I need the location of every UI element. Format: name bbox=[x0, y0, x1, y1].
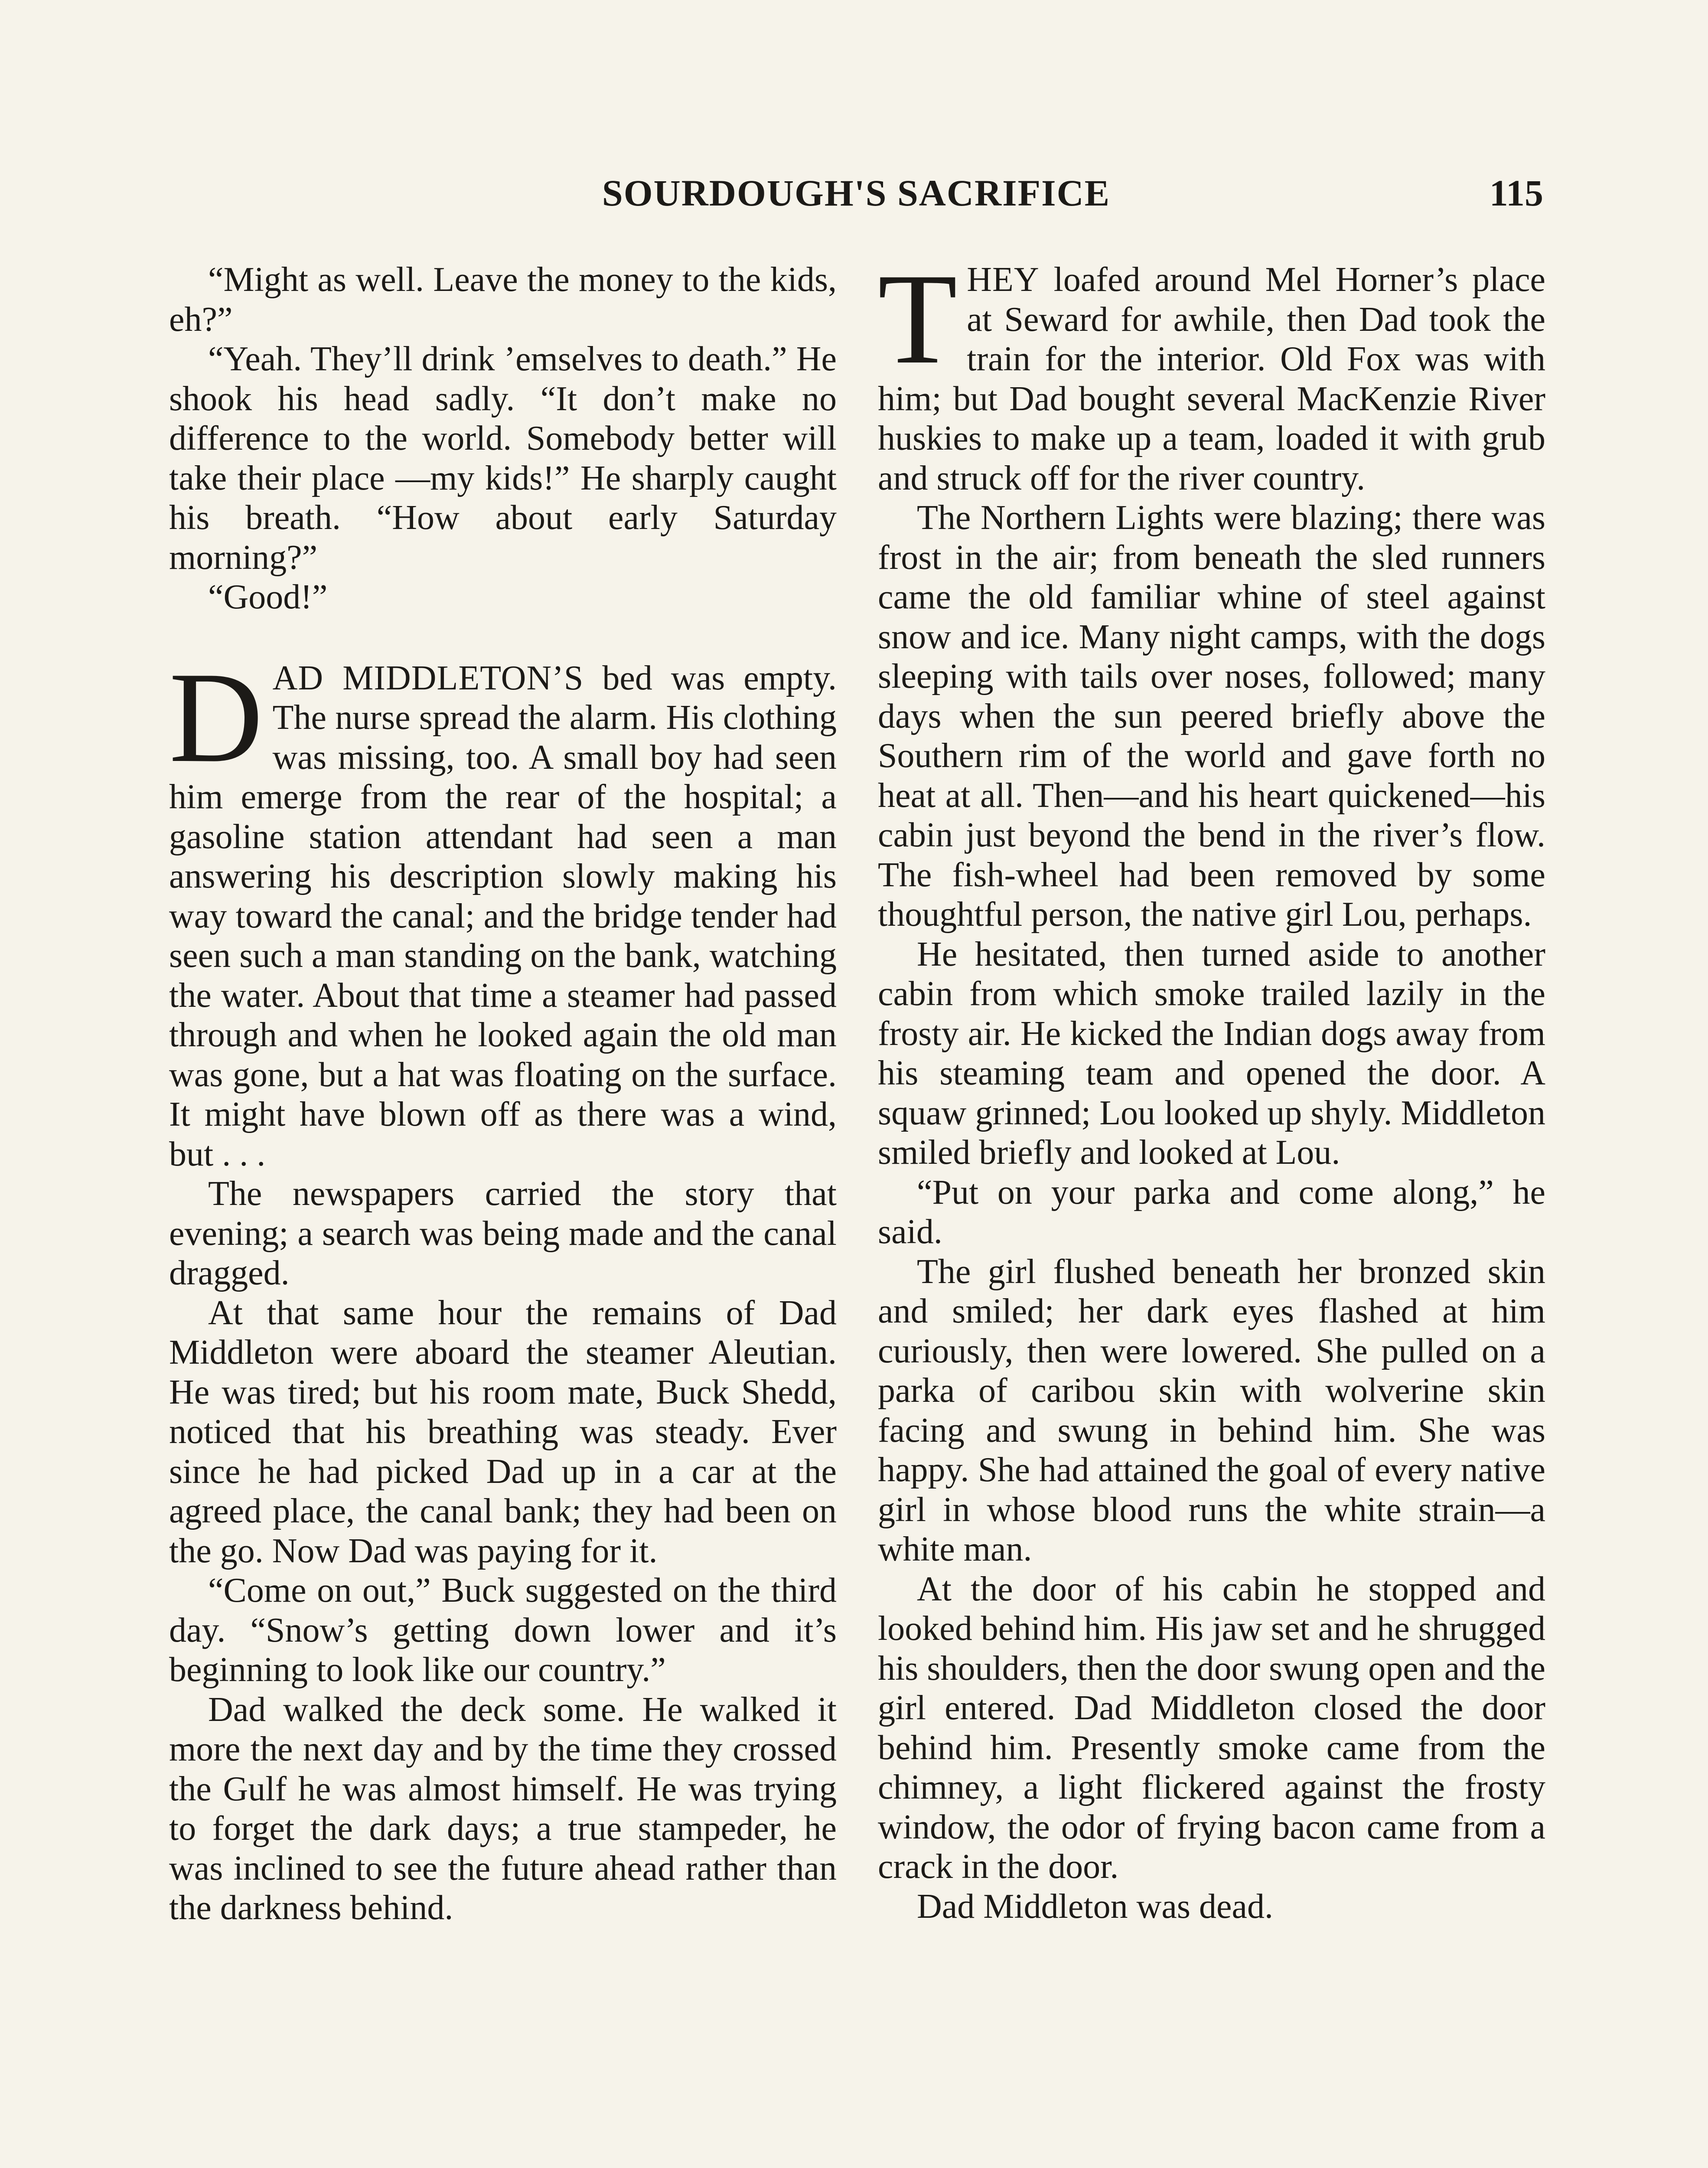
paragraph: He hesitated, then turned aside to another cabin from which smoke trailed lazily in the frosty air. He kicked the Indian dogs away from his steaming team and opened the door. A squaw grinned; Lou looked up shyly. Middleton smiled briefly and looked at Lou. bbox=[878, 935, 1545, 1172]
lead-in-text: HEY bbox=[967, 261, 1040, 299]
paragraph: “Put on your parka and come along,” he said. bbox=[878, 1173, 1545, 1251]
section-break bbox=[169, 617, 837, 659]
paragraph-text: bed was empty. The nurse spread the alarm. His clothing was missing, too. A small boy had seen him emerge from the rear of the hospital; a gasoline station attendant had seen a man answering his description slowly making his way toward the canal; and the bridge tender had seen such a man standing on the bank, watching the water. About that time a steamer had passed through and when he looked again the old man was gone, but a hat was floating on the surface. It might have blown off as there was a wind, but . . . bbox=[169, 659, 837, 1173]
drop-cap: D bbox=[169, 645, 263, 789]
lead-in-text: AD MIDDLETON’S bbox=[272, 659, 584, 697]
paragraph: The Northern Lights were blazing; there was frost in the air; from beneath the sled runners came the old familiar whine of steel against snow and ice. Many night camps, with the dogs sleeping with tails over noses, followed; many days when the sun peered briefly above the Southern rim of the world and gave forth no heat at all. Then—and his heart quickened—his cabin just beyond the bend in the river’s flow. The fish-wheel had been removed by some thoughtful person, the native girl Lou, perhaps. bbox=[878, 499, 1545, 934]
paragraph: “Yeah. They’ll drink ’emselves to death.” He shook his head sadly. “It don’t make no difference to the world. Somebody better will take their place —my kids!” He sharply caught his breath. “How about early Saturday morning?” bbox=[169, 340, 837, 577]
paragraph: The newspapers carried the story that evening; a search was being made and the canal dragged. bbox=[169, 1175, 837, 1292]
drop-cap: T bbox=[878, 247, 958, 391]
paragraph: “Come on out,” Buck suggested on the third day. “Snow’s getting down lower and it’s beginning to look like our country.” bbox=[169, 1571, 837, 1689]
paragraph: “Good!” bbox=[208, 578, 328, 616]
running-title: SOURDOUGH'S SACRIFICE bbox=[602, 172, 1111, 214]
paragraph: Dad walked the deck some. He walked it more the next day and by the time they crossed the Gulf he was almost himself. He was trying to forget the dark days; a true stampeder, he was inclined to see the future ahead rather than the darkness behind. bbox=[169, 1690, 837, 1927]
right-column bbox=[878, 247, 1545, 1926]
paragraph: At the door of his cabin he stopped and looked behind him. His jaw set and he shrugged his shoulders, then the door swung open and the girl entered. Dad Middleton closed the door behind him. Presently smoke came from the chimney, a light flickered against the frosty window, the odor of frying bacon came from a crack in the door. bbox=[878, 1570, 1545, 1886]
section-opening-paragraph bbox=[169, 645, 837, 1175]
paragraph: “Might as well. Leave the money to the kids, eh?” bbox=[169, 261, 837, 339]
left-column bbox=[169, 260, 837, 1928]
paragraph: At that same hour the remains of Dad Middleton were aboard the steamer Aleutian. He was tired; but his room mate, Buck Shedd, noticed that his breathing was steady. Ever since he had picked Dad up in a car at the agreed place, the canal bank; they had been on the go. Now Dad was paying for it. bbox=[169, 1293, 837, 1570]
paragraph: The girl flushed beneath her bronzed skin and smiled; her dark eyes flashed at him curiously, then were lowered. She pulled on a parka of caribou skin with wolverine skin facing and swung in behind him. She was happy. She had attained the goal of every native girl in whose blood runs the white strain—a white man. bbox=[878, 1252, 1545, 1568]
running-header bbox=[169, 171, 1543, 228]
paragraph: Dad Middleton was dead. bbox=[917, 1887, 1274, 1926]
page-number: 115 bbox=[1489, 172, 1543, 214]
paragraph-text: loafed around Mel Horner’s place at Seward for awhile, then Dad took the train for the interior. Old Fox was with him; but Dad bought several MacKenzie River huskies to make up a team, loaded it with grub and struck off for the river country. bbox=[878, 261, 1545, 497]
section-opening-paragraph bbox=[878, 247, 1545, 498]
